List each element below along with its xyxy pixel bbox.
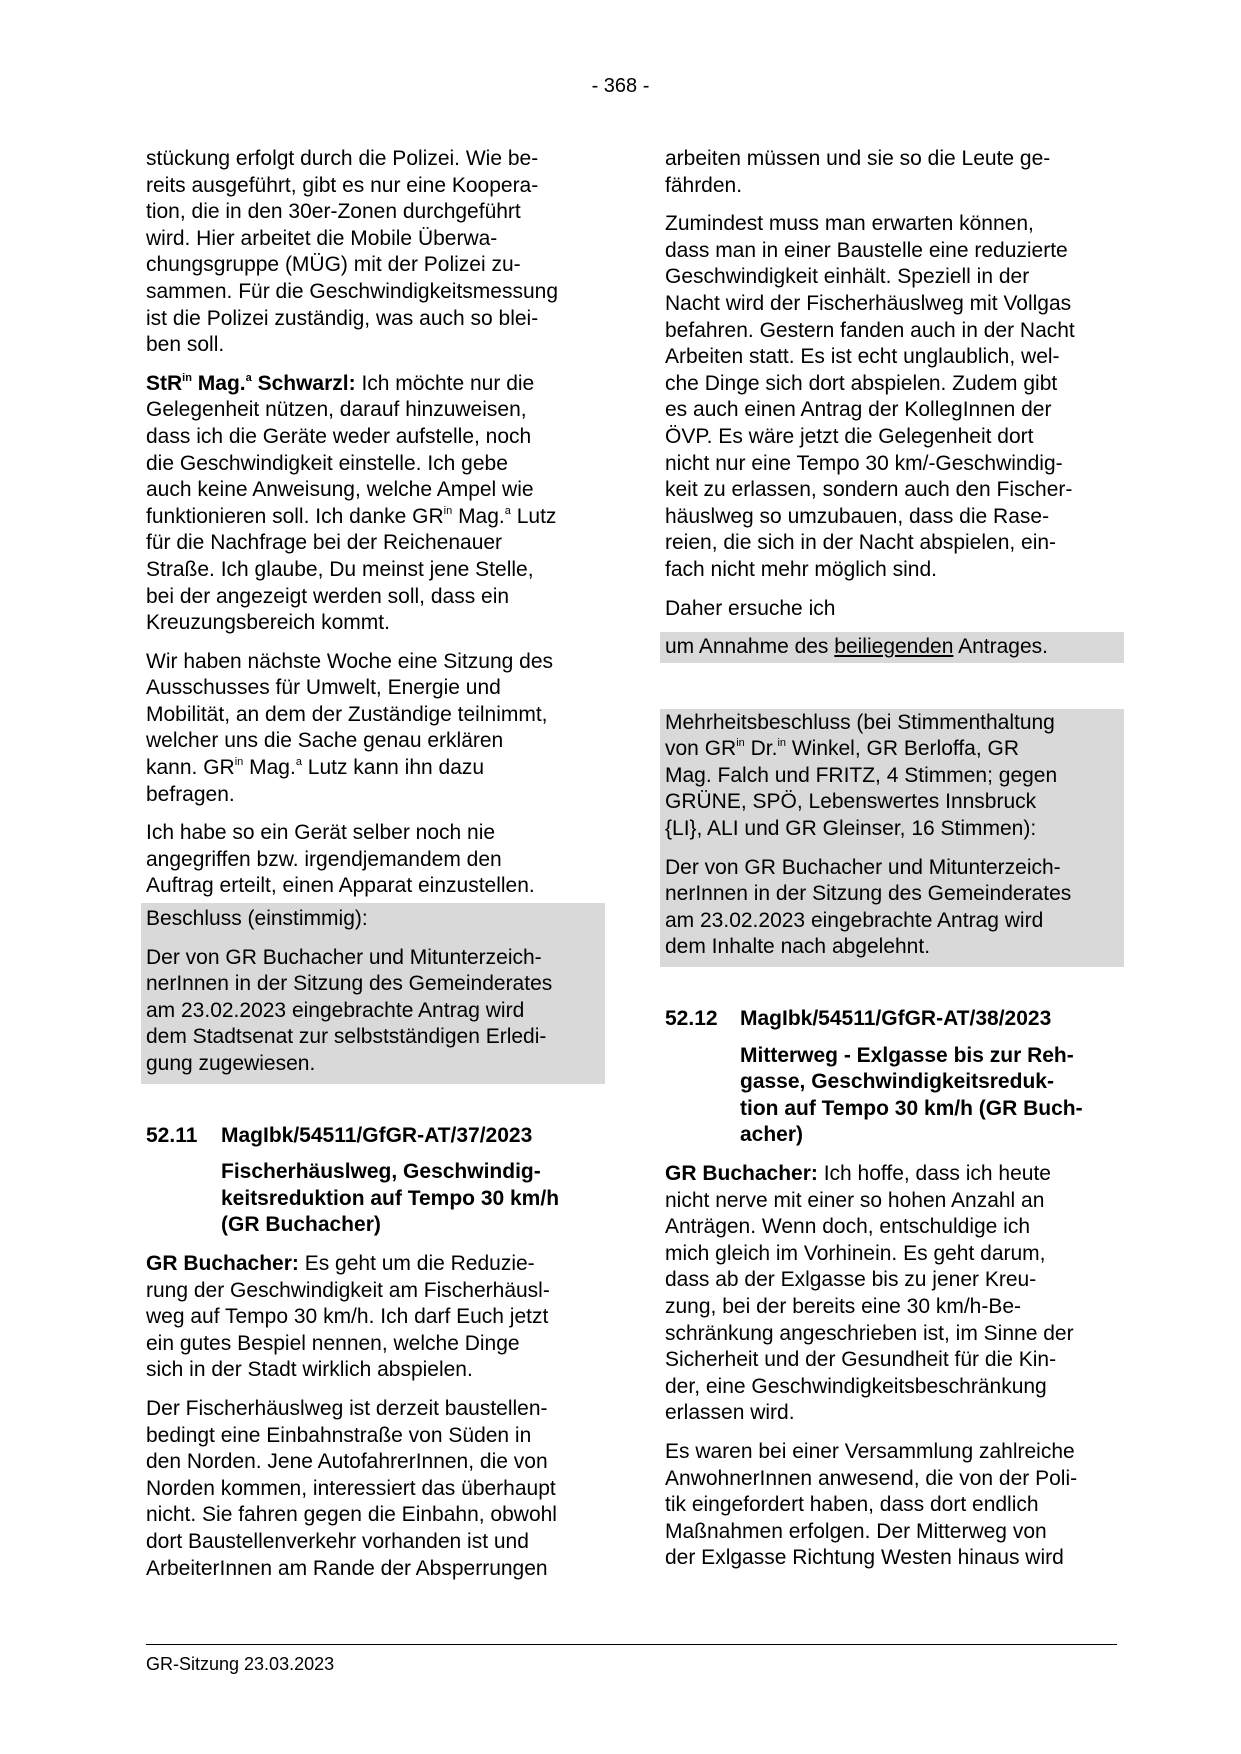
text-line: ist die Polizei zuständig, was auch so blei-	[146, 306, 539, 330]
text-line: nerInnen in der Sitzung des Gemeinderates	[665, 882, 1072, 906]
text-line: ein gutes Bespiel nennen, welche Dinge	[146, 1331, 520, 1355]
left-paragraph-5	[146, 1251, 600, 1384]
speaker-name: GR Buchacher:	[665, 1162, 818, 1185]
text-line: nicht nur eine Tempo 30 km/-Geschwindig-	[665, 451, 1063, 475]
footer-divider	[146, 1644, 1117, 1645]
text-line: die Geschwindigkeit einstelle. Ich gebe	[146, 451, 508, 475]
text-line: reien, die sich in der Nacht abspielen, ein-	[665, 531, 1057, 555]
text-line: GR Buchacher: Ich hoffe, dass ich heute	[665, 1162, 1051, 1185]
text-line: um Annahme des beiliegenden Antrages.	[665, 635, 1048, 659]
text-line: rung der Geschwindigkeit am Fischerhäusl-	[146, 1278, 550, 1302]
text-line: ÖVP. Es wäre jetzt die Gelegenheit dort	[665, 424, 1034, 448]
majority-resolution-text	[665, 855, 1119, 961]
footer: GR-Sitzung 23.03.2023	[146, 1654, 335, 1674]
resolution-box	[141, 903, 605, 1084]
text-line: Anträgen. Wenn doch, entschuldige ich	[665, 1215, 1031, 1239]
text-line: dem Inhalte nach abgelehnt.	[665, 935, 931, 959]
text-line: nicht. Sie fahren gegen die Einbahn, obwohl	[146, 1503, 557, 1527]
majority-resolution-box	[660, 709, 1124, 967]
section-code: MagIbk/54511/GfGR-AT/37/2023	[221, 1123, 533, 1147]
text-line: erlassen wird.	[665, 1401, 795, 1425]
text-line: GR Buchacher: Es geht um die Reduzie-	[146, 1251, 535, 1275]
speaker-name: StR$^{in}$ Mag.$^a$ Schwarzl:	[146, 371, 356, 395]
text-line: funktionieren soll. Ich danke $GR^{in}$ Mag.$^a$ Lutz	[146, 504, 557, 528]
text-line: befragen.	[146, 782, 235, 806]
section-title	[740, 1043, 1119, 1149]
right-paragraph-4	[665, 1161, 1119, 1427]
text-line: (GR Buchacher)	[221, 1213, 381, 1237]
text-line: keit zu erlassen, sondern auch den Fischer-	[665, 478, 1073, 502]
section-heading	[146, 1123, 600, 1150]
majority-resolution-label	[665, 710, 1119, 843]
text-line: es auch einen Antrag der KollegInnen der	[665, 398, 1052, 422]
text-line: ArbeiterInnen am Rande der Absperrungen	[146, 1556, 548, 1580]
text-line: Straße. Ich glaube, Du meinst jene Stelle,	[146, 557, 534, 581]
text-line: sammen. Für die Geschwindigkeitsmessung	[146, 279, 559, 303]
right-paragraph-2	[665, 211, 1119, 583]
text-line: Nacht wird der Fischerhäuslweg mit Vollgas	[665, 291, 1072, 315]
text-line: nicht nerve mit einer so hohen Anzahl an	[665, 1188, 1045, 1212]
text-line: wird. Hier arbeitet die Mobile Überwa-	[146, 226, 498, 250]
text-line: den Norden. Jene AutofahrerInnen, die von	[146, 1450, 548, 1474]
section-title	[221, 1159, 600, 1239]
text-line: weg auf Tempo 30 km/h. Ich darf Euch jetzt	[146, 1305, 549, 1329]
right-column	[665, 146, 1119, 1584]
text-line: AnwohnerInnen anwesend, die von der Poli-	[665, 1466, 1078, 1490]
section-number: 52.12	[665, 1007, 718, 1031]
text-line: dass ab der Exlgasse bis zu jener Kreu-	[665, 1268, 1037, 1292]
text-line: bedingt eine Einbahnstraße von Süden in	[146, 1423, 532, 1447]
text-line: che Dinge sich dort abspielen. Zudem gibt	[665, 371, 1058, 395]
text-line: acher)	[740, 1123, 804, 1147]
text-line: Fischerhäuslweg, Geschwindig-	[221, 1160, 541, 1184]
text-line: Wir haben nächste Woche eine Sitzung des	[146, 649, 554, 673]
text-line: Gelegenheit nützen, darauf hinzuweisen,	[146, 398, 527, 422]
text-line: gung zugewiesen.	[146, 1052, 316, 1075]
text-line: schränkung angeschrieben ist, im Sinne der	[665, 1321, 1074, 1345]
text-line: Sicherheit und der Gesundheit für die Kin-	[665, 1348, 1057, 1372]
text-line: mich gleich im Vorhinein. Es geht darum,	[665, 1241, 1046, 1265]
text-line: Der von GR Buchacher und Mitunterzeich-	[665, 855, 1061, 879]
right-paragraph-1	[665, 146, 1119, 199]
text-line: GRÜNE, SPÖ, Lebenswertes Innsbruck	[665, 790, 1037, 814]
text-line: bei der angezeigt werden soll, dass ein	[146, 584, 510, 608]
section-heading	[665, 1006, 1119, 1033]
text-line: der Exlgasse Richtung Westen hinaus wird	[665, 1546, 1064, 1570]
text-line: auch keine Anweisung, welche Ampel wie	[146, 478, 534, 502]
text-line: dass ich die Geräte weder aufstelle, noch	[146, 424, 532, 448]
text-line: stückung erfolgt durch die Polizei. Wie be-	[146, 147, 539, 170]
text-line: am 23.02.2023 eingebrachte Antrag wird	[665, 908, 1044, 932]
text-line: Kreuzungsbereich kommt.	[146, 611, 390, 635]
text-line: nerInnen in der Sitzung des Gemeinderates	[146, 972, 553, 996]
text-line: Auftrag erteilt, einen Apparat einzustellen.	[146, 874, 535, 898]
left-paragraph-6	[146, 1396, 600, 1582]
text-line: {LI}, ALI und GR Gleinser, 16 Stimmen):	[665, 817, 1037, 841]
text-line: Mobilität, an dem der Zuständige teilnimmt,	[146, 702, 548, 726]
text-line: Norden kommen, interessiert das überhaupt	[146, 1476, 556, 1500]
text-line: dem Stadtsenat zur selbstständigen Erledi-	[146, 1025, 547, 1049]
text-line: kann. $GR^{in}$ Mag.$^a$ Lutz kann ihn dazu	[146, 756, 485, 780]
text-line: Zumindest muss man erwarten können,	[665, 212, 1034, 236]
right-paragraph-5	[665, 1439, 1119, 1572]
text-line: reits ausgeführt, gibt es nur eine Koopera-	[146, 173, 539, 197]
text-line: von $GR^{in}$ Dr.$^{in}$ Winkel, GR Berloffa, GR	[665, 737, 1020, 761]
section-code: MagIbk/54511/GfGR-AT/38/2023	[740, 1007, 1052, 1031]
left-paragraph-4	[146, 820, 600, 900]
text-line: arbeiten müssen und sie so die Leute ge-	[665, 147, 1051, 170]
speaker-name: GR Buchacher:	[146, 1251, 299, 1275]
text-line: keitsreduktion auf Tempo 30 km/h	[221, 1186, 560, 1210]
text-line: dass man in einer Baustelle eine reduzierte	[665, 238, 1068, 262]
text-line: Der von GR Buchacher und Mitunterzeich-	[146, 945, 542, 969]
text-line: häuslweg so umzubauen, dass die Rase-	[665, 504, 1050, 528]
text-line: gasse, Geschwindigkeitsreduk-	[740, 1070, 1054, 1094]
left-paragraph-2	[146, 371, 600, 637]
text-line: fach nicht mehr möglich sind.	[665, 557, 937, 581]
text-line: befahren. Gestern fanden auch in der Nacht	[665, 318, 1075, 342]
text-line: der, eine Geschwindigkeitsbeschränkung	[665, 1374, 1047, 1398]
text-line: StR$^{in}$ Mag.$^a$ Schwarzl: Ich möchte nur die	[146, 371, 535, 395]
left-column	[146, 146, 600, 1594]
text-line: tik eingefordert haben, dass dort endlich	[665, 1493, 1039, 1517]
text-line: angegriffen bzw. irgendjemandem den	[146, 847, 502, 871]
text-line: ben soll.	[146, 333, 225, 357]
text-line: Ich habe so ein Gerät selber noch nie	[146, 821, 496, 845]
text-line: Mag. Falch und FRITZ, 4 Stimmen; gegen	[665, 763, 1058, 787]
page-number: - 368 -	[591, 75, 650, 97]
text-line: tion auf Tempo 30 km/h (GR Buch-	[740, 1096, 1083, 1120]
text-line: welcher uns die Sache genau erklären	[146, 729, 504, 753]
text-line: dort Baustellenverkehr vorhanden ist und	[146, 1529, 529, 1553]
text-line: sich in der Stadt wirklich abspielen.	[146, 1358, 473, 1382]
text-line: Es waren bei einer Versammlung zahlreiche	[665, 1439, 1075, 1463]
text-line: Arbeiten statt. Es ist echt unglaublich, wel-	[665, 345, 1060, 369]
section-number: 52.11	[146, 1123, 198, 1147]
resolution-text	[146, 945, 600, 1078]
text-line: fährden.	[665, 173, 743, 197]
text-line: Mitterweg - Exlgasse bis zur Reh-	[740, 1043, 1074, 1067]
text-line: zung, bei der bereits eine 30 km/h-Be-	[665, 1294, 1022, 1318]
text-line: tion, die in den 30er-Zonen durchgeführt	[146, 200, 521, 224]
left-paragraph-1	[146, 146, 600, 359]
resolution-label: Beschluss (einstimmig):	[146, 907, 368, 931]
right-paragraph-3: Daher ersuche ich	[665, 596, 836, 620]
motion-request-box	[660, 632, 1124, 663]
text-line: Ausschusses für Umwelt, Energie und	[146, 676, 501, 700]
left-paragraph-3	[146, 649, 600, 809]
text-line: für die Nachfrage bei der Reichenauer	[146, 531, 503, 555]
text-line: Maßnahmen erfolgen. Der Mitterweg von	[665, 1519, 1047, 1543]
text-line: chungsgruppe (MÜG) mit der Polizei zu-	[146, 253, 521, 277]
text-line: am 23.02.2023 eingebrachte Antrag wird	[146, 998, 525, 1022]
text-line: Mehrheitsbeschluss (bei Stimmenthaltung	[665, 710, 1055, 734]
text-line: Der Fischerhäuslweg ist derzeit baustellen-	[146, 1396, 548, 1420]
text-line: Geschwindigkeit einhält. Speziell in der	[665, 265, 1030, 289]
